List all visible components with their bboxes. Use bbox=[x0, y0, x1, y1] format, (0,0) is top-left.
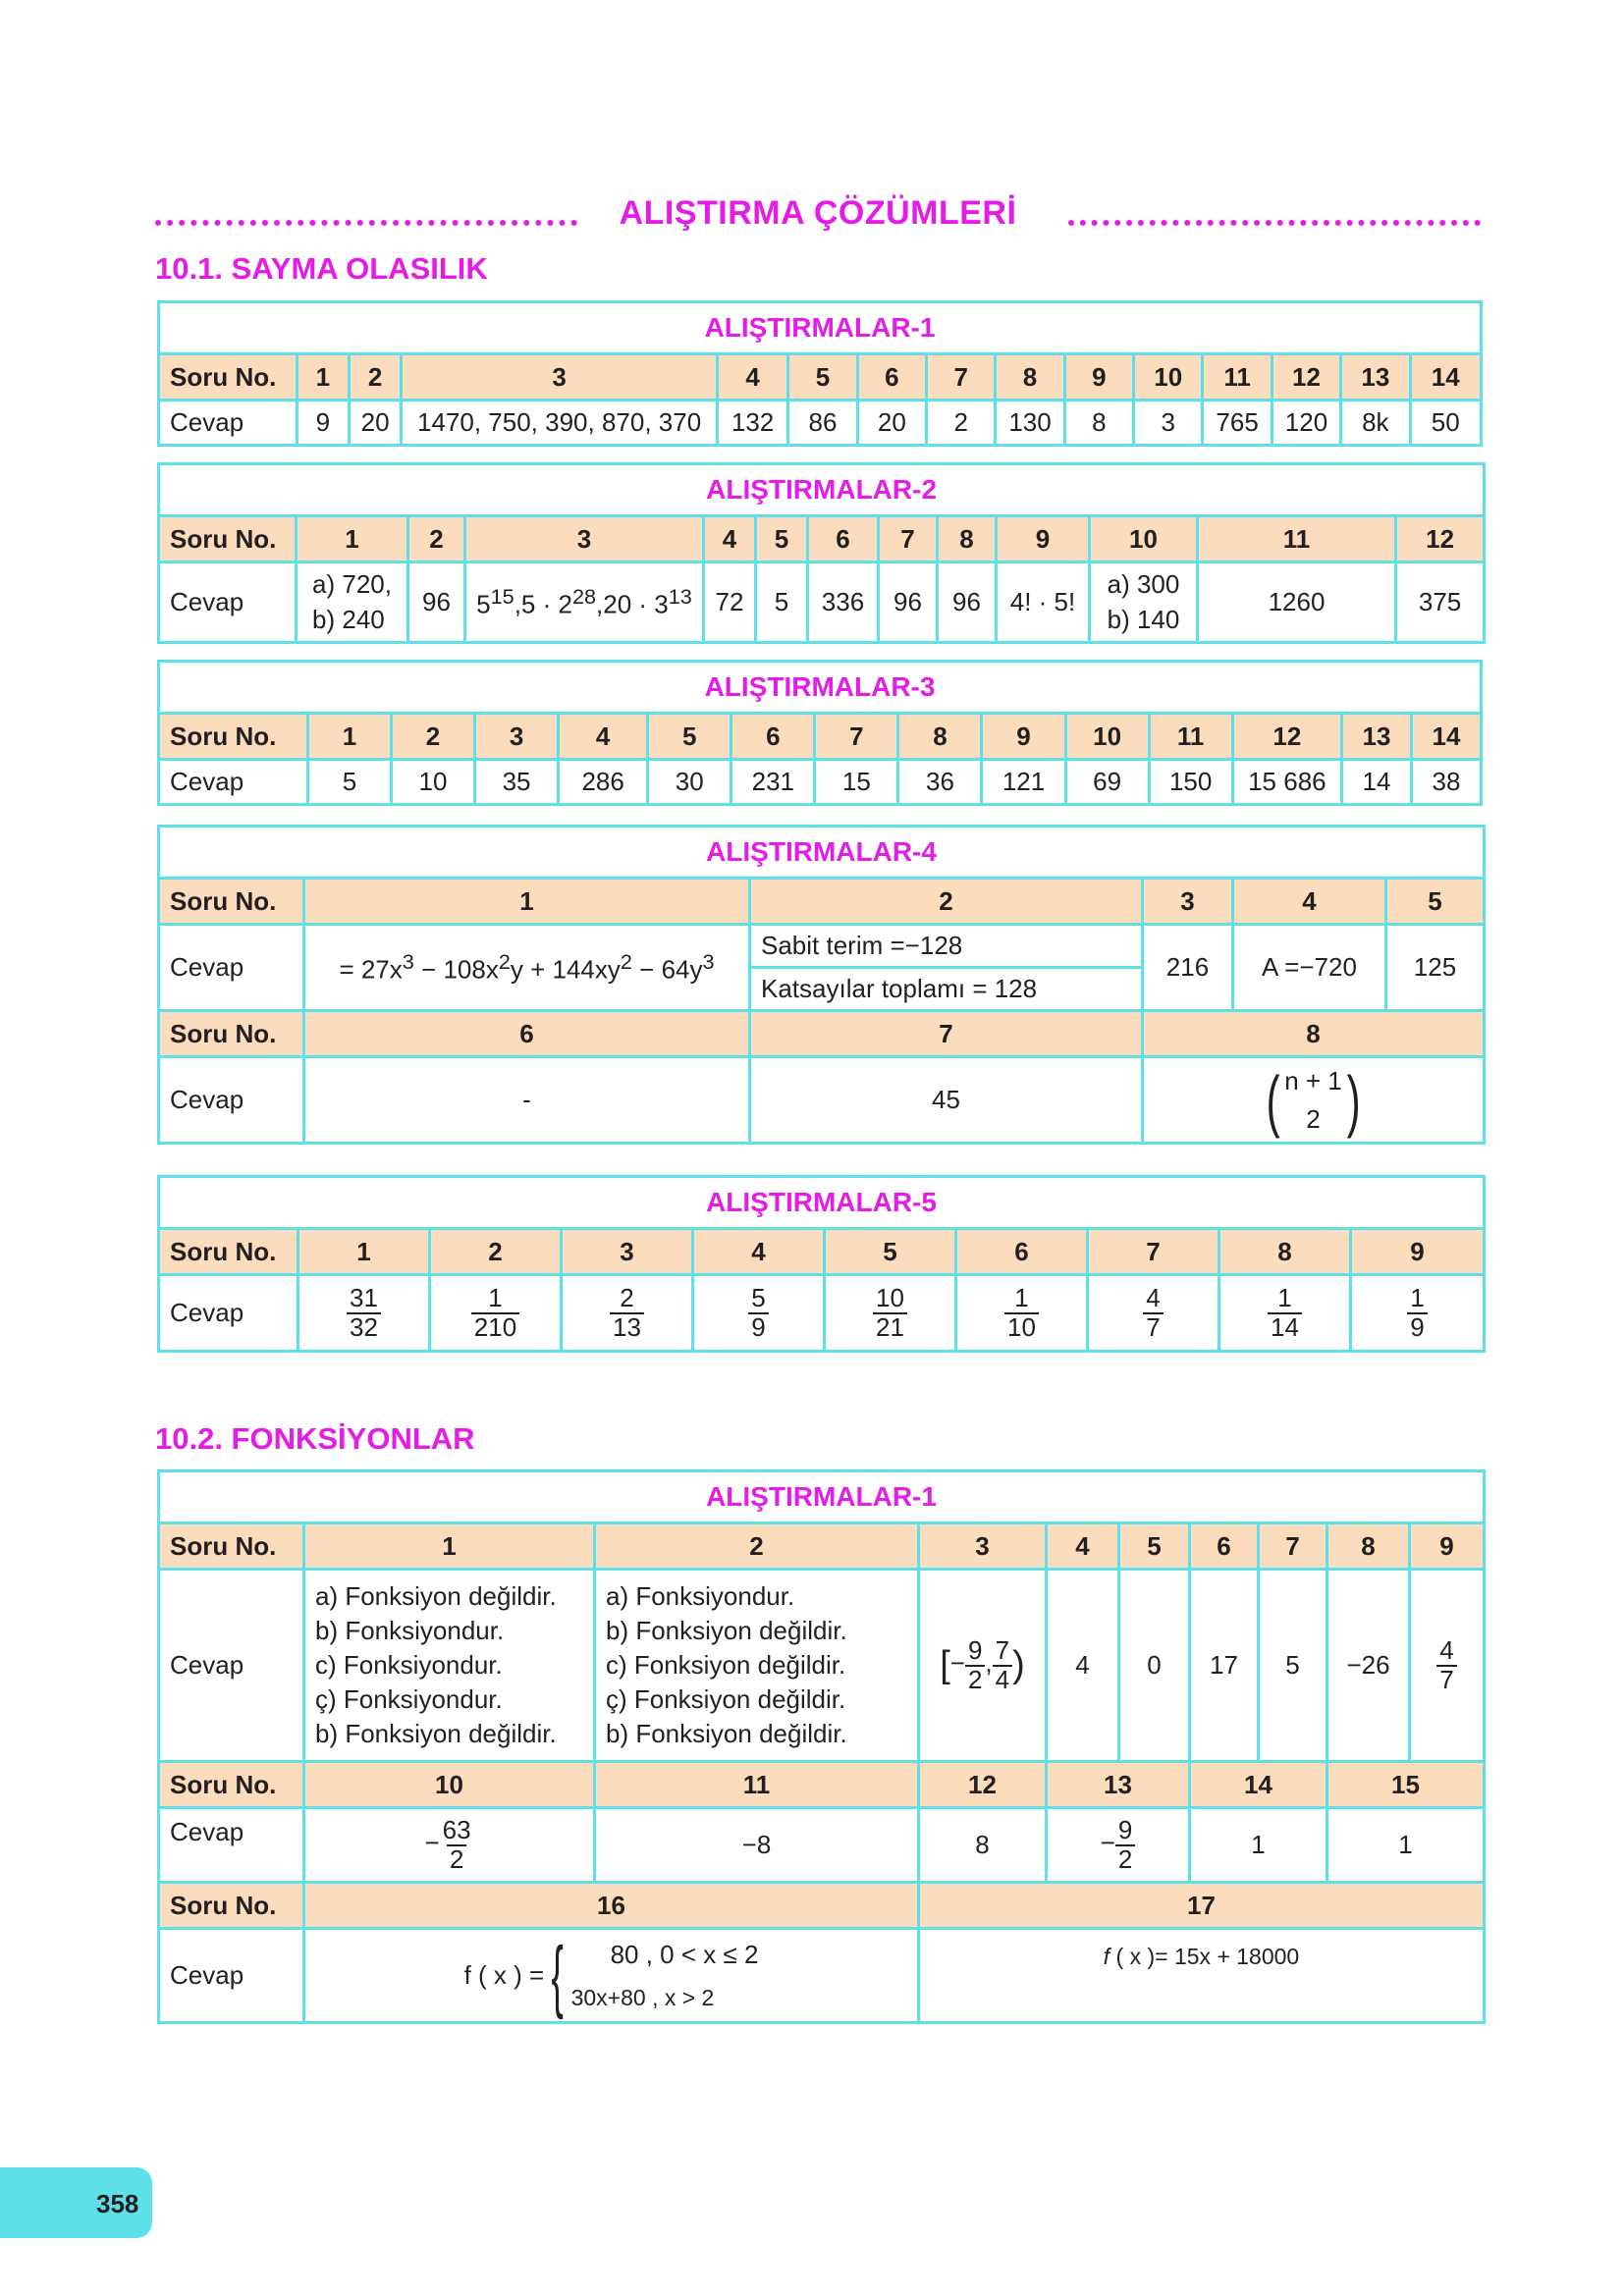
answer-line: a) Fonksiyondur. bbox=[606, 1580, 795, 1611]
question-number: 13 bbox=[1342, 714, 1412, 760]
answer-multiline bbox=[606, 1579, 847, 1751]
question-number: 7 bbox=[927, 354, 996, 400]
question-number: 13 bbox=[1047, 1762, 1190, 1808]
answer-term: 5 bbox=[476, 589, 491, 619]
question-number: 11 bbox=[1203, 354, 1272, 400]
answer-row bbox=[159, 1929, 1485, 2023]
exponent: 3 bbox=[702, 949, 715, 975]
answer-cell bbox=[304, 925, 750, 1011]
question-number: 1 bbox=[297, 354, 349, 400]
question-number: 7 bbox=[815, 714, 898, 760]
answer-cell-interval bbox=[919, 1570, 1047, 1762]
answer-cell: 45 bbox=[750, 1057, 1143, 1144]
exercise-table-6 bbox=[157, 1469, 1486, 2024]
question-number: 6 bbox=[1190, 1523, 1259, 1570]
answer-cell: 336 bbox=[808, 562, 879, 643]
answer-cell: 286 bbox=[559, 760, 648, 805]
row-label: Cevap bbox=[159, 400, 298, 446]
question-row bbox=[159, 516, 1485, 562]
exponent: 3 bbox=[402, 949, 414, 975]
answer-cell: 8 bbox=[1064, 400, 1133, 446]
question-number: 1 bbox=[307, 714, 391, 760]
answer-term: − 108x bbox=[413, 954, 499, 985]
page-title: ALIŞTIRMA ÇÖZÜMLERİ bbox=[619, 194, 1017, 232]
table-caption: ALIŞTIRMALAR-3 bbox=[159, 662, 1482, 714]
answer-cell: 50 bbox=[1410, 400, 1481, 446]
page-header bbox=[155, 194, 1481, 243]
answer-cell bbox=[825, 1275, 956, 1352]
exponent: 2 bbox=[498, 949, 511, 975]
answer-line: ç) Fonksiyondur. bbox=[315, 1684, 503, 1715]
exercise-table-5 bbox=[157, 1175, 1486, 1353]
fraction bbox=[471, 1285, 519, 1341]
answer-term: ,5 · 2 bbox=[514, 589, 572, 619]
answer-cell: 5 bbox=[1259, 1570, 1327, 1762]
interval-open-bracket: [ bbox=[940, 1644, 950, 1685]
row-label: Soru No. bbox=[159, 354, 298, 400]
row-label: Cevap bbox=[159, 760, 308, 805]
question-number: 8 bbox=[1219, 1229, 1351, 1275]
question-number: 5 bbox=[788, 354, 857, 400]
denominator: 9 bbox=[748, 1312, 768, 1341]
question-row bbox=[159, 1762, 1485, 1808]
table-caption: ALIŞTIRMALAR-2 bbox=[159, 464, 1485, 516]
binomial-coefficient bbox=[1262, 1062, 1365, 1139]
case-2: 30x+80 , x > 2 bbox=[570, 1985, 715, 2011]
answer-cell: 72 bbox=[704, 562, 756, 643]
answer-cell: 0 bbox=[1119, 1570, 1190, 1762]
table-caption: ALIŞTIRMALAR-4 bbox=[159, 827, 1485, 879]
row-label: Cevap bbox=[159, 1570, 304, 1762]
answer-multiline bbox=[315, 1579, 557, 1751]
answer-cell: 216 bbox=[1143, 925, 1233, 1011]
answer-cell: 30 bbox=[648, 760, 731, 805]
answer-cell: 9 bbox=[297, 400, 349, 446]
answer-row bbox=[159, 1570, 1485, 1762]
answer-multiline bbox=[1108, 567, 1180, 636]
question-number: 2 bbox=[750, 879, 1143, 925]
question-number: 6 bbox=[731, 714, 815, 760]
fraction bbox=[1143, 1285, 1163, 1341]
exponent: 15 bbox=[490, 584, 514, 610]
fraction bbox=[610, 1285, 644, 1341]
answer-cell: 5 bbox=[307, 760, 391, 805]
exponent: 28 bbox=[571, 584, 597, 610]
answer-cell: 14 bbox=[1342, 760, 1412, 805]
question-number: 7 bbox=[1088, 1229, 1219, 1275]
answer-line: ç) Fonksiyon değildir. bbox=[606, 1684, 846, 1715]
numerator: 4 bbox=[1146, 1283, 1161, 1313]
answer-line: b) 140 bbox=[1107, 604, 1180, 634]
page-number: 358 bbox=[96, 2189, 139, 2218]
answer-term: = 27x bbox=[339, 954, 403, 985]
answer-cell: A =−720 bbox=[1233, 925, 1386, 1011]
question-number: 14 bbox=[1411, 714, 1481, 760]
question-number: 15 bbox=[1327, 1762, 1485, 1808]
function-lhs: f ( x ) = bbox=[463, 1960, 545, 1990]
question-number: 4 bbox=[704, 516, 756, 562]
question-number: 14 bbox=[1190, 1762, 1327, 1808]
question-number: 8 bbox=[898, 714, 982, 760]
answer-cell: 1 bbox=[1190, 1808, 1327, 1883]
question-number: 6 bbox=[304, 1011, 750, 1057]
question-number: 5 bbox=[825, 1229, 956, 1275]
question-number: 4 bbox=[693, 1229, 825, 1275]
answer-row bbox=[159, 760, 1482, 805]
answer-cell bbox=[304, 1570, 595, 1762]
table-caption: ALIŞTIRMALAR-1 bbox=[159, 1471, 1485, 1523]
question-number: 2 bbox=[349, 354, 401, 400]
answer-line: b) Fonksiyon değildir. bbox=[315, 1719, 557, 1749]
numerator: 10 bbox=[876, 1283, 904, 1313]
answer-line: a) 300 bbox=[1107, 569, 1180, 600]
row-label: Soru No. bbox=[159, 1762, 304, 1808]
question-number: 7 bbox=[879, 516, 938, 562]
denominator: 9 bbox=[1407, 1312, 1427, 1341]
answer-cell bbox=[956, 1275, 1088, 1352]
answer-cell: - bbox=[304, 1057, 750, 1144]
numerator: 2 bbox=[620, 1283, 634, 1313]
answer-cell: 765 bbox=[1203, 400, 1272, 446]
question-number: 2 bbox=[391, 714, 474, 760]
answer-cell: 20 bbox=[857, 400, 926, 446]
fraction bbox=[965, 1637, 985, 1693]
question-number: 12 bbox=[919, 1762, 1047, 1808]
numerator: 9 bbox=[1117, 1815, 1133, 1845]
answer-cell bbox=[562, 1275, 693, 1352]
numerator: 1 bbox=[1277, 1283, 1292, 1313]
question-number: 9 bbox=[1410, 1523, 1485, 1570]
question-number: 14 bbox=[1410, 354, 1481, 400]
answer-cell bbox=[1088, 1275, 1219, 1352]
denominator: 4 bbox=[993, 1665, 1012, 1693]
numerator: 9 bbox=[967, 1635, 983, 1666]
row-label: Cevap bbox=[159, 1808, 304, 1883]
question-number: 2 bbox=[408, 516, 465, 562]
answer-cell: 36 bbox=[898, 760, 982, 805]
question-number: 12 bbox=[1396, 516, 1485, 562]
question-number: 9 bbox=[1064, 354, 1133, 400]
denominator: 10 bbox=[1004, 1312, 1039, 1341]
answer-cell-coefficient-sum: Katsayılar toplamı = 128 bbox=[750, 968, 1143, 1011]
fraction bbox=[347, 1285, 381, 1341]
denominator: 14 bbox=[1268, 1312, 1302, 1341]
numerator: 4 bbox=[1439, 1635, 1454, 1666]
denominator: 2 bbox=[1115, 1844, 1135, 1873]
answer-cell: 4! · 5! bbox=[997, 562, 1090, 643]
left-paren: ( bbox=[1266, 1061, 1280, 1139]
question-number: 7 bbox=[750, 1011, 1143, 1057]
question-number: 11 bbox=[1149, 714, 1232, 760]
piecewise-function bbox=[464, 1932, 759, 2018]
answer-line: b) Fonksiyon değildir. bbox=[606, 1615, 847, 1645]
row-label: Cevap bbox=[159, 925, 304, 1011]
question-number: 5 bbox=[1119, 1523, 1190, 1570]
row-label: Cevap bbox=[159, 1275, 298, 1352]
question-number: 1 bbox=[298, 1229, 430, 1275]
answer-cell: 38 bbox=[1411, 760, 1481, 805]
question-number: 17 bbox=[919, 1883, 1485, 1929]
question-number: 4 bbox=[1233, 879, 1386, 925]
answer-term: ,20 · 3 bbox=[596, 589, 669, 619]
question-number: 8 bbox=[1327, 1523, 1410, 1570]
row-label: Cevap bbox=[159, 562, 297, 643]
question-number: 8 bbox=[1143, 1011, 1485, 1057]
denominator: 13 bbox=[610, 1312, 644, 1341]
section-title-fonksiyonlar: 10.2. FONKSİYONLAR bbox=[155, 1421, 475, 1456]
answer-cell: 130 bbox=[996, 400, 1064, 446]
question-number: 3 bbox=[402, 354, 718, 400]
answer-cell: 20 bbox=[349, 400, 401, 446]
exponent: 13 bbox=[668, 584, 692, 610]
binomial-top: n + 1 bbox=[1284, 1065, 1342, 1095]
page-number-tab bbox=[0, 2167, 152, 2238]
fraction bbox=[440, 1817, 474, 1873]
comma: , bbox=[985, 1648, 993, 1679]
numerator: 1 bbox=[488, 1283, 503, 1313]
answer-cell bbox=[595, 1570, 919, 1762]
question-number: 3 bbox=[465, 516, 704, 562]
minus-sign: − bbox=[424, 1828, 440, 1858]
interval-close-paren: ) bbox=[1012, 1644, 1025, 1685]
question-row bbox=[159, 1523, 1485, 1570]
question-number: 5 bbox=[1386, 879, 1485, 925]
question-number: 10 bbox=[1134, 354, 1203, 400]
answer-cell: 5 bbox=[756, 562, 808, 643]
answer-cell: −26 bbox=[1327, 1570, 1410, 1762]
answer-cell: 35 bbox=[475, 760, 559, 805]
minus-sign: − bbox=[949, 1648, 965, 1679]
answer-cell: 69 bbox=[1065, 760, 1149, 805]
question-number: 11 bbox=[595, 1762, 919, 1808]
fraction bbox=[1004, 1285, 1039, 1341]
denominator: 2 bbox=[965, 1665, 985, 1693]
question-number: 6 bbox=[956, 1229, 1088, 1275]
numerator: 1 bbox=[1410, 1283, 1425, 1313]
answer-cell bbox=[1143, 1057, 1485, 1144]
answer-cell bbox=[465, 562, 704, 643]
exercise-table-2 bbox=[157, 462, 1486, 644]
denominator: 2 bbox=[447, 1844, 466, 1873]
answer-cell: 150 bbox=[1149, 760, 1232, 805]
denominator: 21 bbox=[873, 1312, 907, 1341]
question-number: 4 bbox=[717, 354, 787, 400]
answer-cell: 1470, 750, 390, 870, 370 bbox=[402, 400, 718, 446]
numerator: 7 bbox=[995, 1635, 1010, 1666]
exponent: 2 bbox=[620, 949, 632, 975]
row-label: Soru No. bbox=[159, 516, 297, 562]
row-label: Soru No. bbox=[159, 1883, 304, 1929]
denominator: 32 bbox=[347, 1312, 381, 1341]
question-row bbox=[159, 714, 1482, 760]
answer-row bbox=[159, 400, 1482, 446]
question-number: 3 bbox=[562, 1229, 693, 1275]
answer-cell-piecewise bbox=[304, 1929, 919, 2023]
fraction bbox=[1407, 1285, 1427, 1341]
row-label: Soru No. bbox=[159, 1229, 298, 1275]
answer-cell bbox=[1047, 1808, 1190, 1883]
answer-cell: 4 bbox=[1047, 1570, 1119, 1762]
row-label: Soru No. bbox=[159, 1523, 304, 1570]
question-number: 10 bbox=[1065, 714, 1149, 760]
question-number: 4 bbox=[1047, 1523, 1119, 1570]
answer-row bbox=[159, 562, 1485, 643]
answer-cell: 8 bbox=[919, 1808, 1047, 1883]
answer-cell: 132 bbox=[717, 400, 787, 446]
fraction bbox=[1436, 1637, 1456, 1693]
question-number: 8 bbox=[996, 354, 1064, 400]
fraction bbox=[1115, 1817, 1135, 1873]
denominator: 7 bbox=[1143, 1312, 1163, 1341]
question-number: 3 bbox=[475, 714, 559, 760]
answer-cell: 15 bbox=[815, 760, 898, 805]
exercise-table-4 bbox=[157, 825, 1486, 1145]
question-number: 12 bbox=[1232, 714, 1341, 760]
answer-row bbox=[159, 925, 1485, 968]
answer-cell bbox=[1410, 1570, 1485, 1762]
question-number: 5 bbox=[648, 714, 731, 760]
exercise-table-1 bbox=[157, 300, 1483, 447]
question-number: 11 bbox=[1198, 516, 1396, 562]
question-number: 16 bbox=[304, 1883, 919, 1929]
answer-cell: 375 bbox=[1396, 562, 1485, 643]
answer-cell: 96 bbox=[408, 562, 465, 643]
answer-cell: 2 bbox=[927, 400, 996, 446]
answer-cell: 120 bbox=[1272, 400, 1340, 446]
answer-cell bbox=[297, 562, 408, 643]
question-number: 7 bbox=[1259, 1523, 1327, 1570]
question-number: 1 bbox=[297, 516, 408, 562]
question-number: 1 bbox=[304, 1523, 595, 1570]
answer-term: y + 144xy bbox=[510, 954, 621, 985]
question-row bbox=[159, 879, 1485, 925]
dotted-rule-right bbox=[1068, 220, 1481, 226]
question-number: 8 bbox=[938, 516, 997, 562]
question-number: 10 bbox=[304, 1762, 595, 1808]
function-name: f bbox=[1103, 1944, 1110, 1969]
answer-cell: 1260 bbox=[1198, 562, 1396, 643]
answer-line: b) 240 bbox=[312, 604, 385, 634]
answer-line: a) Fonksiyon değildir. bbox=[315, 1580, 557, 1611]
numerator: 5 bbox=[751, 1283, 766, 1313]
answer-cell-constant-term: Sabit terim =−128 bbox=[750, 925, 1143, 968]
question-number: 9 bbox=[997, 516, 1090, 562]
question-number: 3 bbox=[1143, 879, 1233, 925]
binomial-bottom: 2 bbox=[1306, 1103, 1321, 1134]
left-brace: { bbox=[551, 1930, 565, 2020]
answer-row bbox=[159, 1275, 1485, 1352]
question-number: 13 bbox=[1341, 354, 1410, 400]
answer-cell bbox=[693, 1275, 825, 1352]
denominator: 7 bbox=[1436, 1665, 1456, 1693]
exercise-table-3 bbox=[157, 660, 1483, 806]
answer-cell: 10 bbox=[391, 760, 474, 805]
row-label: Soru No. bbox=[159, 714, 308, 760]
answer-cell: 86 bbox=[788, 400, 857, 446]
answer-cell: −8 bbox=[595, 1808, 919, 1883]
answer-cell bbox=[1219, 1275, 1351, 1352]
answer-cell bbox=[298, 1275, 430, 1352]
question-number: 1 bbox=[304, 879, 750, 925]
question-row bbox=[159, 1883, 1485, 1929]
answer-line: a) 720, bbox=[312, 569, 392, 600]
answer-line: c) Fonksiyondur. bbox=[315, 1649, 503, 1680]
answer-row bbox=[159, 1808, 1485, 1883]
answer-cell: 96 bbox=[938, 562, 997, 643]
answer-cell: 125 bbox=[1386, 925, 1485, 1011]
fraction bbox=[873, 1285, 907, 1341]
fraction bbox=[993, 1637, 1012, 1693]
question-number: 6 bbox=[808, 516, 879, 562]
numerator: 31 bbox=[350, 1283, 378, 1313]
question-number: 4 bbox=[559, 714, 648, 760]
fraction bbox=[748, 1285, 768, 1341]
row-label: Cevap bbox=[159, 1057, 304, 1144]
answer-cell bbox=[1090, 562, 1198, 643]
question-number: 10 bbox=[1090, 516, 1198, 562]
question-number: 12 bbox=[1272, 354, 1340, 400]
section-title-sayma-olasilik: 10.1. SAYMA OLASILIK bbox=[155, 251, 488, 286]
question-number: 6 bbox=[857, 354, 926, 400]
table-caption: ALIŞTIRMALAR-5 bbox=[159, 1177, 1485, 1229]
answer-line: c) Fonksiyon değildir. bbox=[606, 1649, 846, 1680]
answer-cell bbox=[304, 1808, 595, 1883]
answer-cell bbox=[919, 1929, 1485, 2023]
fraction bbox=[1268, 1285, 1302, 1341]
question-row bbox=[159, 354, 1482, 400]
answer-line: b) Fonksiyon değildir. bbox=[606, 1719, 847, 1749]
answer-cell: 1 bbox=[1327, 1808, 1485, 1883]
answer-cell: 121 bbox=[982, 760, 1065, 805]
question-number: 9 bbox=[982, 714, 1065, 760]
question-number: 3 bbox=[919, 1523, 1047, 1570]
question-row bbox=[159, 1229, 1485, 1275]
answer-multiline bbox=[312, 567, 392, 636]
question-number: 2 bbox=[595, 1523, 919, 1570]
answer-cell: 96 bbox=[879, 562, 938, 643]
answer-cell: 17 bbox=[1190, 1570, 1259, 1762]
table-caption: ALIŞTIRMALAR-1 bbox=[159, 302, 1482, 354]
row-label: Soru No. bbox=[159, 1011, 304, 1057]
question-number: 5 bbox=[756, 516, 808, 562]
answer-cell: 3 bbox=[1134, 400, 1203, 446]
answer-cell bbox=[430, 1275, 562, 1352]
answer-term: − 64y bbox=[631, 954, 703, 985]
question-row bbox=[159, 1011, 1485, 1057]
answer-cell: 15 686 bbox=[1232, 760, 1341, 805]
question-number: 2 bbox=[430, 1229, 562, 1275]
minus-sign: − bbox=[1100, 1828, 1115, 1858]
answer-line: b) Fonksiyondur. bbox=[315, 1615, 505, 1645]
row-label: Cevap bbox=[159, 1929, 304, 2023]
answer-cell bbox=[1351, 1275, 1485, 1352]
question-number: 9 bbox=[1351, 1229, 1485, 1275]
case-1: 80 , 0 < x ≤ 2 bbox=[610, 1940, 759, 1970]
answer-cell: 231 bbox=[731, 760, 815, 805]
function-expression: ( x )= 15x + 18000 bbox=[1110, 1944, 1300, 1969]
numerator: 1 bbox=[1014, 1283, 1029, 1313]
answer-row bbox=[159, 1057, 1485, 1144]
answer-cell: 8k bbox=[1341, 400, 1410, 446]
row-label: Soru No. bbox=[159, 879, 304, 925]
denominator: 210 bbox=[471, 1312, 519, 1341]
numerator: 63 bbox=[442, 1815, 471, 1845]
right-paren: ) bbox=[1346, 1061, 1361, 1139]
